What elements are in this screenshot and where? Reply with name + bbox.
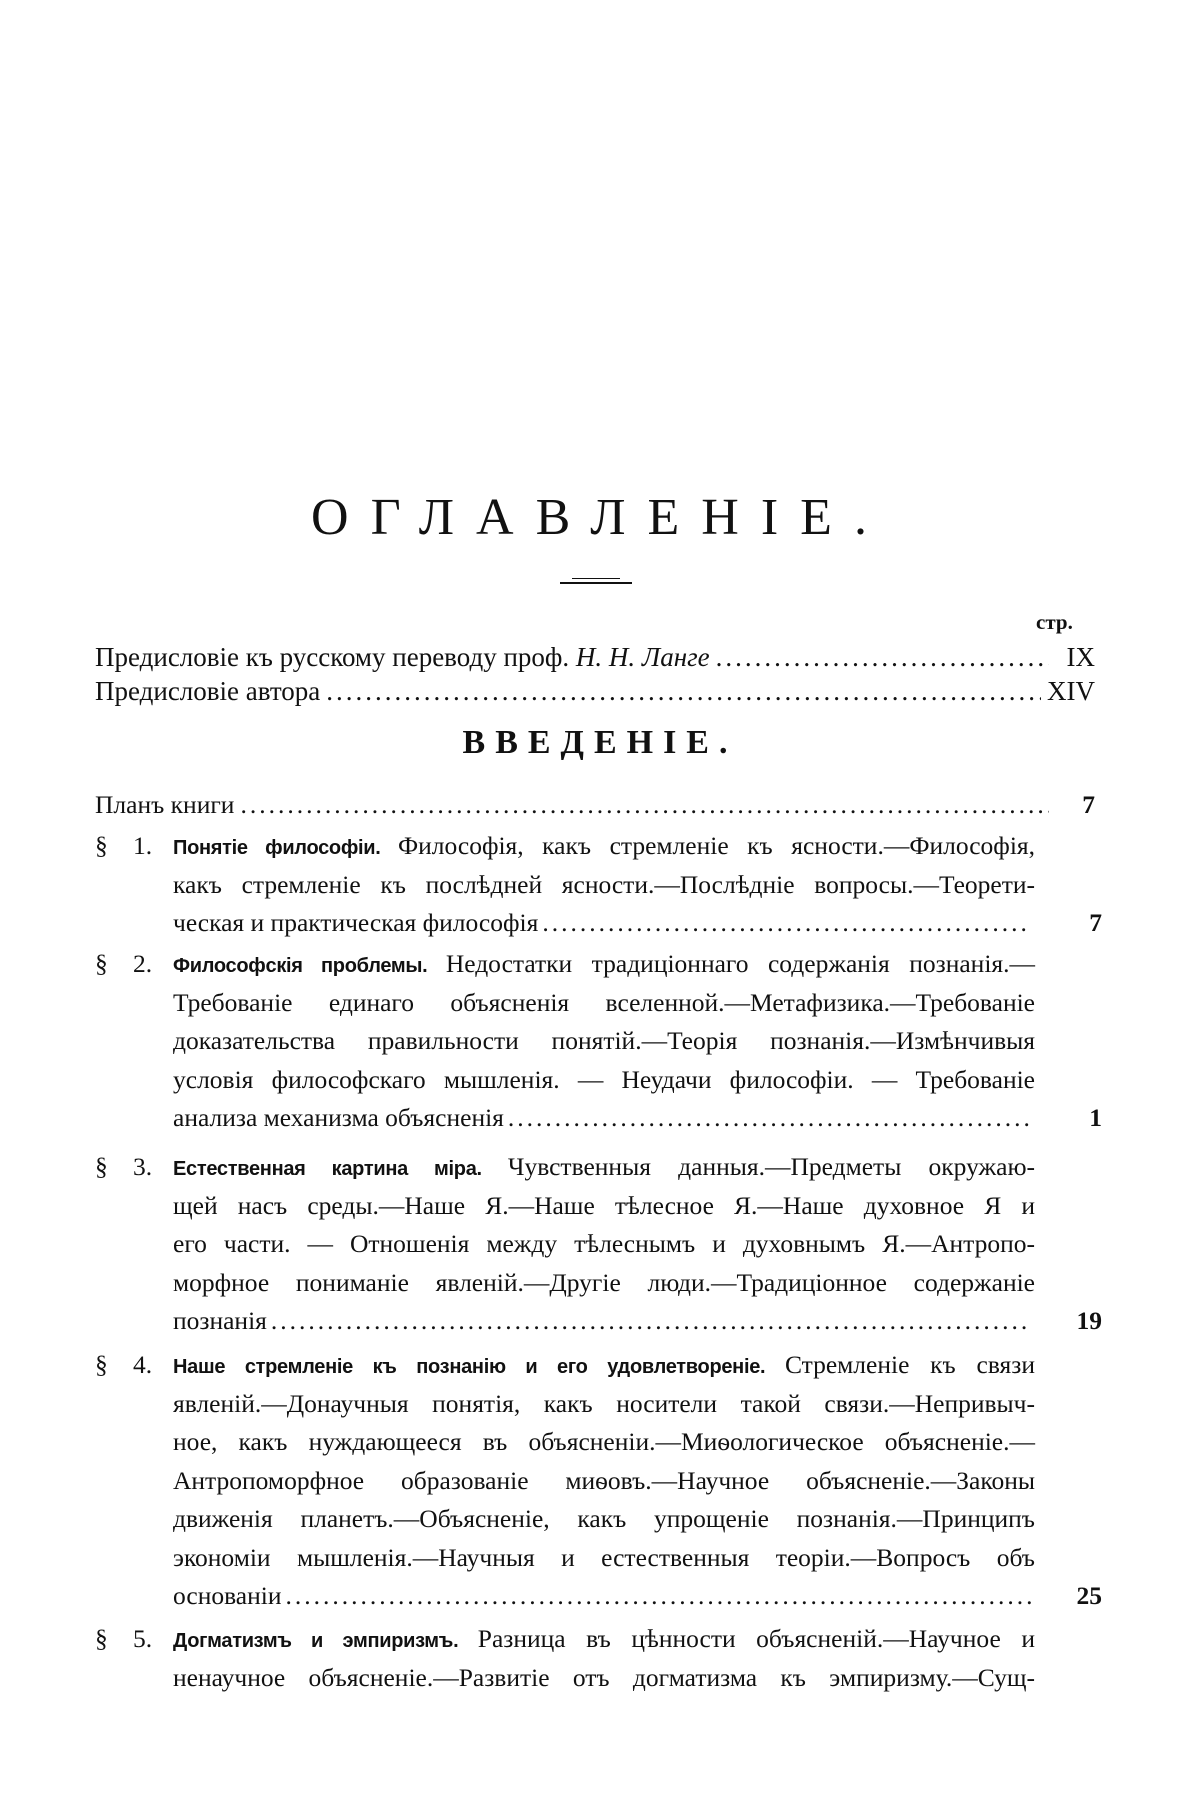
section-sign: §	[95, 1350, 108, 1379]
entry-page: 19	[1076, 1306, 1102, 1335]
entry-line-text: какъ стремленіе къ послѣдней ясности.—Послѣдніе вопросы.—Теорети-	[173, 869, 1035, 899]
front-entry-1[interactable]	[95, 676, 1095, 710]
entry-line	[173, 1302, 1035, 1341]
entry-page: 7	[1089, 908, 1102, 937]
entry-body	[173, 945, 1035, 1138]
entry-line-text: движенія планетъ.—Объясненіе, какъ упрощеніе познанія.—Принципъ	[173, 1504, 1035, 1533]
entry-number: 1.	[133, 831, 153, 860]
entry-line-text: экономіи мышленія.—Научныя и естественныя теоріи.—Вопросъ объ	[173, 1542, 1035, 1572]
entry-line-text: Наше стремленіе къ познанію и его удовлетвореніе. Стремленіе къ связи	[173, 1350, 1035, 1379]
entry-line	[173, 1148, 1035, 1187]
section-sign: §	[95, 949, 108, 978]
entry-keyword: Догматизмъ и эмпиризмъ.	[173, 1630, 478, 1652]
entry-keyword: Понятіе философіи.	[173, 837, 398, 859]
plan-page: 7	[1082, 790, 1095, 819]
section-sign: §	[95, 1624, 108, 1653]
entry-line-text: Догматизмъ и эмпиризмъ. Разница въ цѣнности объясненій.—Научное и	[173, 1624, 1035, 1653]
section-sign: §	[95, 831, 108, 860]
entry-line-text: Понятіе философіи. Философія, какъ стремленіе къ ясности.—Философія,	[173, 831, 1036, 860]
entry-line	[173, 1346, 1035, 1385]
entry-line-text: Естественная картина міра. Чувственныя данныя.—Предметы окружаю-	[173, 1152, 1035, 1181]
entry-keyword: Наше стремленіе къ познанію и его удовлетвореніе.	[173, 1356, 785, 1378]
entry-line	[173, 945, 1035, 984]
entry-line-text: основаніи	[173, 1581, 282, 1610]
entry-line-text: его части. — Отношенія между тѣлеснымъ и духовнымъ Я.—Антропо-	[173, 1229, 1035, 1258]
entry-body	[173, 1148, 1035, 1341]
entry-line	[173, 1385, 1035, 1424]
entry-number: 3.	[133, 1152, 153, 1181]
entry-line-text: познанія	[173, 1306, 267, 1335]
entry-line-text: морфное пониманіе явленій.—Другіе люди.—Традиціонное содержаніе	[173, 1267, 1035, 1297]
entry-line	[173, 1659, 1035, 1698]
entry-line-text: ное, какъ нуждающееся въ объясненіи.—Миѳологическое объясненіе.—	[173, 1427, 1035, 1456]
page-column-label: стр.	[1036, 610, 1073, 634]
entry-line	[173, 866, 1035, 905]
entry-line	[173, 904, 1035, 943]
entry-line	[173, 1022, 1035, 1061]
front-entry-label: Предисловіе автора	[95, 676, 321, 706]
entry-number: 2.	[133, 949, 153, 978]
entry-line	[173, 1620, 1035, 1659]
entry-line-text: анализа механизма объясненія	[173, 1103, 504, 1132]
leader-dots	[326, 676, 1041, 707]
entry-line	[173, 1577, 1035, 1616]
leader-dots	[508, 1099, 1031, 1138]
entry-line	[173, 1099, 1035, 1138]
entry-keyword: Естественная картина міра.	[173, 1158, 508, 1180]
entry-line	[173, 1462, 1035, 1501]
entry-number: 5.	[133, 1624, 153, 1653]
entry-line	[173, 1423, 1035, 1462]
front-entry-page: IX	[1066, 642, 1095, 672]
entry-body	[173, 827, 1035, 943]
entry-line	[173, 1061, 1035, 1100]
entry-line	[173, 827, 1035, 866]
entry-keyword: Философскія проблемы.	[173, 955, 446, 977]
entry-line	[173, 984, 1035, 1023]
leader-dots	[240, 790, 1049, 820]
entry-line-text: Требованіе единаго объясненія вселенной.—Метафизика.—Требованіе	[173, 987, 1035, 1017]
entry-line-text: условія философскаго мышленія. — Неудачи философіи. — Требованіе	[173, 1064, 1035, 1094]
entry-line-text: ненаучное объясненіе.—Развитіе отъ догматизма къ эмпиризму.—Сущ-	[173, 1662, 1035, 1692]
plan-label: Планъ книги	[95, 790, 235, 819]
entry-line-text: щей насъ среды.—Наше Я.—Наше тѣлесное Я.—Наше духовное Я и	[173, 1190, 1035, 1220]
leader-dots	[542, 904, 1031, 943]
entry-line	[173, 1264, 1035, 1303]
front-entry-0[interactable]	[95, 642, 1095, 676]
section-heading: ВВЕДЕНІЕ.	[462, 724, 738, 761]
entry-line-text: явленій.—Донаучныя понятія, какъ носители такой связи.—Непривыч-	[173, 1388, 1035, 1418]
entry-line-text: доказательства правильности понятій.—Теорія познанія.—Измѣнчивыя	[173, 1026, 1035, 1055]
front-entry-label: Предисловіе къ русскому переводу проф. Н. Н. Ланге	[95, 642, 710, 672]
entry-line	[173, 1500, 1035, 1539]
entry-line-text: ческая и практическая философія	[173, 908, 539, 937]
entry-line	[173, 1539, 1035, 1578]
entry-line-text: Антропоморфное образованіе миѳовъ.—Научное объясненіе.—Законы	[173, 1465, 1035, 1495]
page-title: ОГЛАВЛЕНІЕ.	[311, 489, 889, 546]
entry-line	[173, 1225, 1035, 1264]
entry-page: 25	[1076, 1581, 1102, 1610]
front-entry-page: XIV	[1047, 676, 1095, 706]
entry-line	[173, 1187, 1035, 1226]
entry-number: 4.	[133, 1350, 153, 1379]
leader-dots	[271, 1302, 1031, 1341]
leader-dots	[716, 642, 1049, 673]
leader-dots	[286, 1577, 1032, 1616]
entry-line-text: Философскія проблемы. Недостатки традиціоннаго содержанія познанія.—	[173, 949, 1036, 978]
title-rule	[560, 582, 632, 584]
entry-page: 1	[1089, 1103, 1102, 1132]
entry-body	[173, 1346, 1035, 1616]
plan-entry[interactable]	[95, 790, 1095, 824]
entry-body	[173, 1620, 1035, 1697]
section-sign: §	[95, 1152, 108, 1181]
